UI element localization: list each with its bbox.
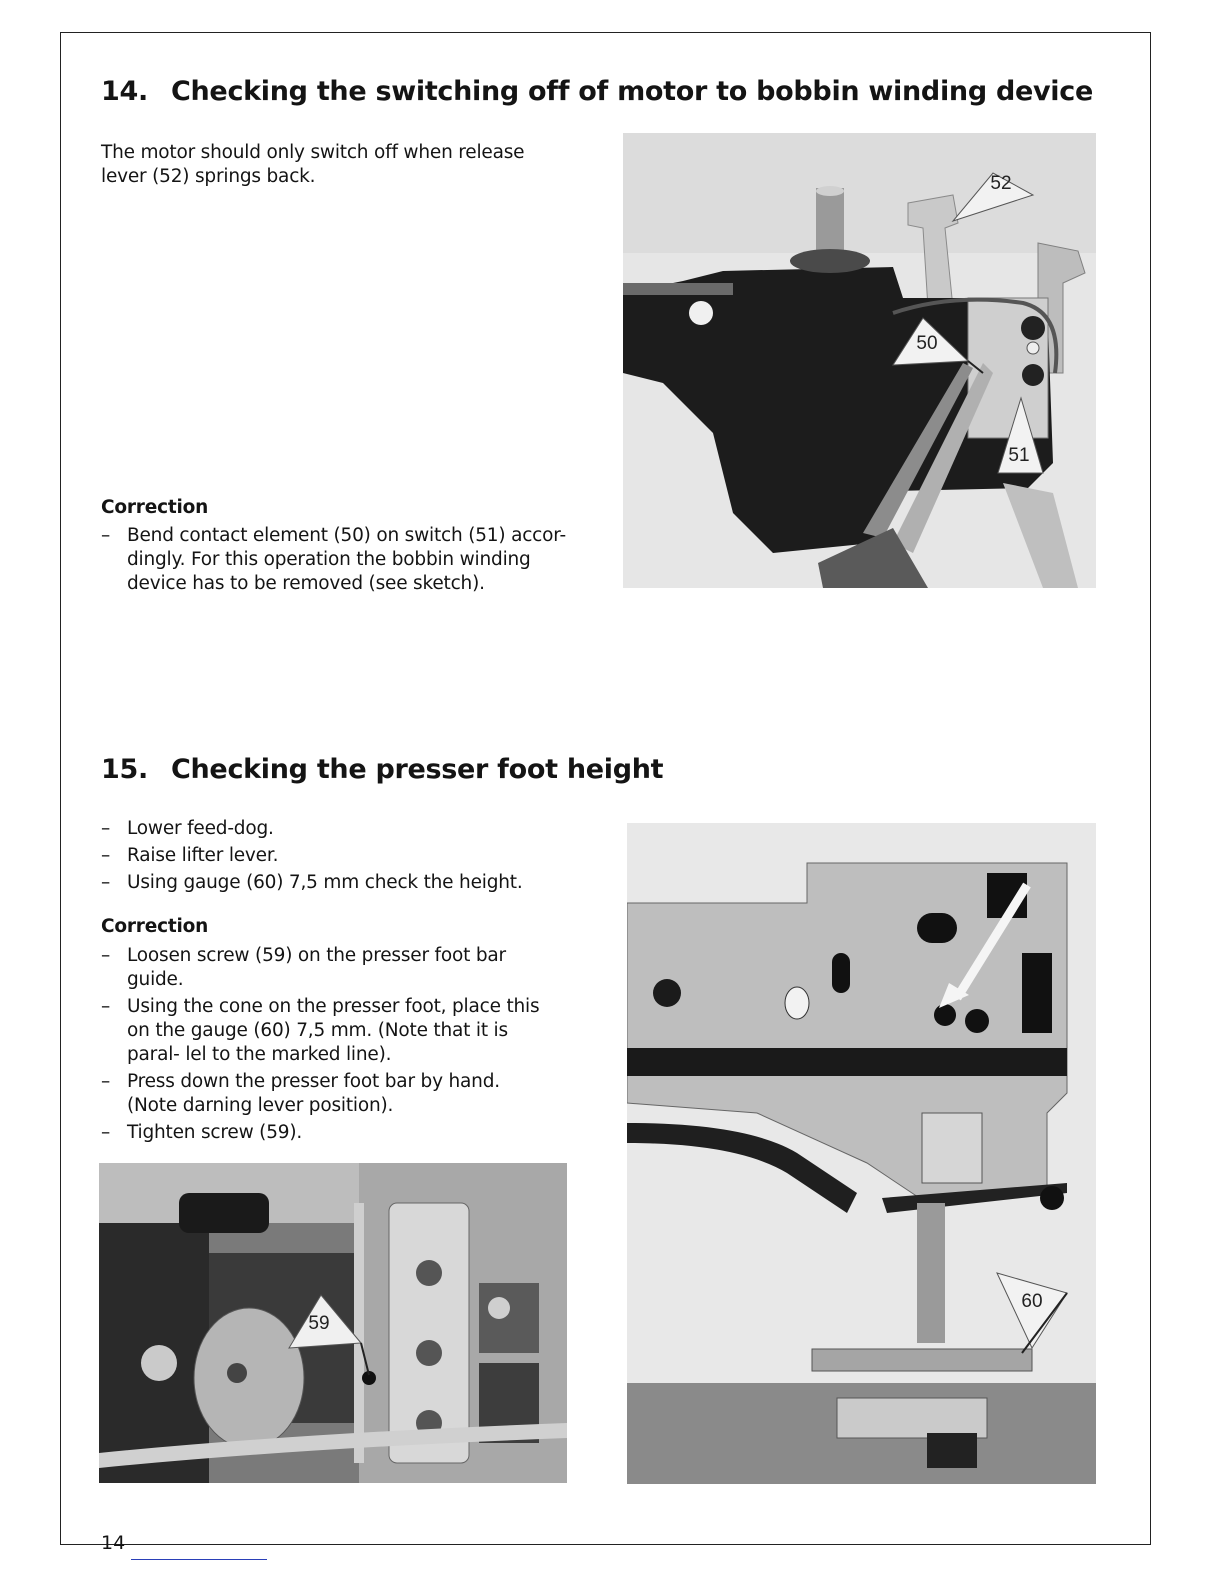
page-number: 14 [101,1532,126,1554]
bobbin-switch-illustration [623,133,1096,588]
section-14-intro-line-1: The motor should only switch off when release [101,142,525,163]
section-15-number: 15. [101,754,148,785]
section-14-number: 14. [101,76,148,107]
list-item: – Tighten screw (59). [101,1121,551,1145]
list-item: – Using gauge (60) 7,5 mm check the height. [101,871,571,895]
section-15-correction-heading: Correction [101,916,209,937]
presser-foot-gauge-photo [627,823,1096,1484]
presser-foot-gauge-illustration [627,823,1096,1484]
bobbin-switch-photo [623,133,1096,588]
list-item: – Lower feed-dog. [101,817,571,841]
list-item: – Using the cone on the presser foot, place this on the gauge (60) 7,5 mm. (Note that it is paral- lel to the marked line). [101,995,551,1067]
section-14-correction-list [101,524,571,599]
section-14-intro-line-2: lever (52) springs back. [101,166,316,187]
section-14-heading [101,76,1093,107]
callout-52: 52 [990,173,1012,194]
list-item: – Bend contact element (50) on switch (51) accor- dingly. For this operation the bobbin winding device has to be removed (see sketch). [101,524,571,596]
presser-bar-screw-photo [99,1163,567,1483]
section-15-check-list [101,817,571,898]
callout-60: 60 [1021,1291,1043,1312]
section-15-correction-list [101,944,551,1148]
callout-51: 51 [1008,445,1030,466]
list-item: – Press down the presser foot bar by hand. (Note darning lever position). [101,1070,551,1118]
section-15-heading [101,754,663,785]
callout-50: 50 [916,333,938,354]
section-14-title: Checking the switching off of motor to bobbin winding device [171,76,1093,107]
callout-59: 59 [308,1313,330,1334]
footer-line [131,1559,267,1560]
section-14-correction-heading: Correction [101,497,209,518]
list-item: – Raise lifter lever. [101,844,571,868]
section-15-title: Checking the presser foot height [171,754,664,785]
list-item: – Loosen screw (59) on the presser foot bar guide. [101,944,551,992]
section-14-intro [101,141,571,189]
